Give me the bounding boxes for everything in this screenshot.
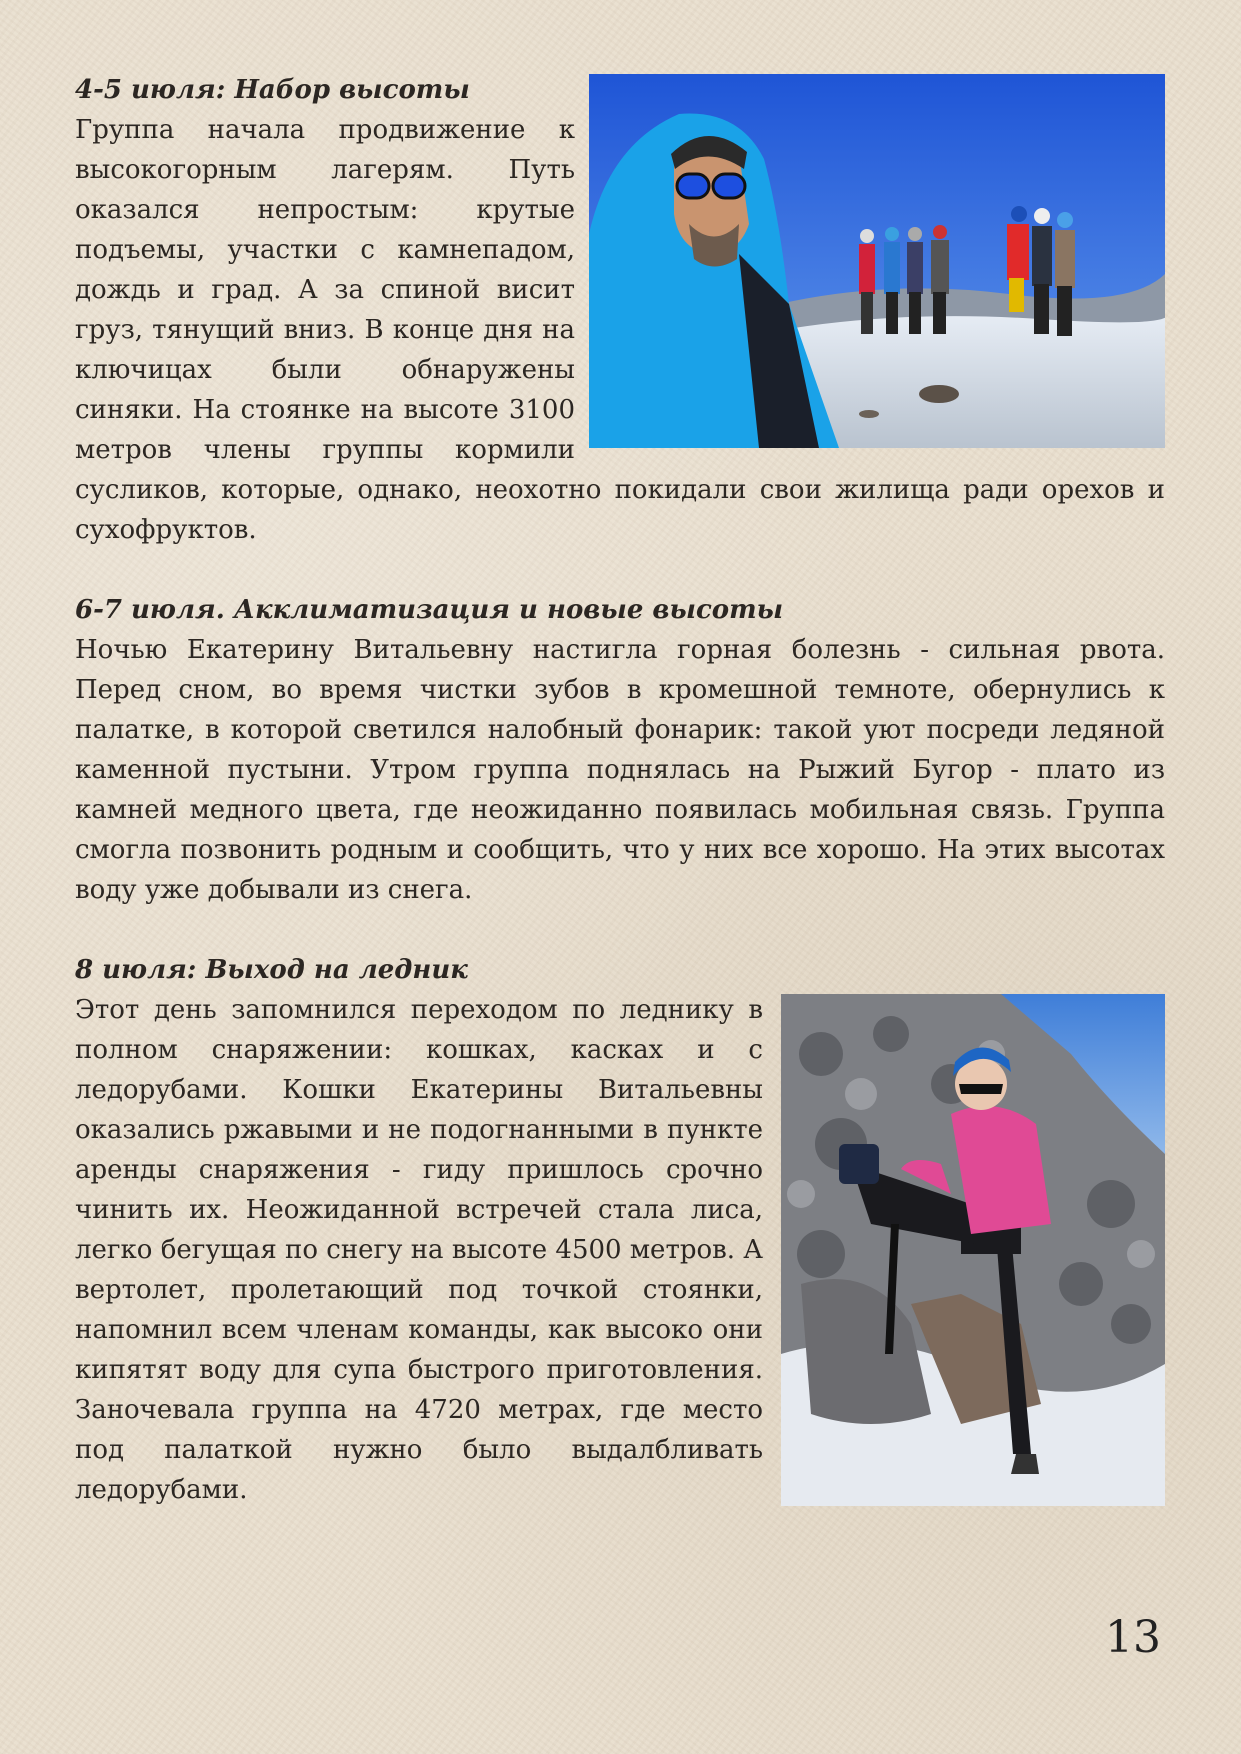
section-text: Ночью Екатерину Витальевну настигла горная болезнь - сильная рвота. Перед сном, во время чистки зубов в кромешной темноте, обернулись к палатке, в которой светился налобный фонарик: такой уют посреди ледяной каменной пустыни. Утром группа поднялась на Рыжий Бугор - плато из камней медного цвета, где неожиданно появилась мобильная связь. Группа смогла позвонить родным и сообщить, что у них все хорошо. На этих высотах воду уже добывали из снега. — [75, 635, 1165, 905]
section-heading: 6-7 июля. Акклиматизация и новые высоты — [75, 595, 784, 625]
section-heading: 8 июля: Выход на ледник — [75, 955, 468, 985]
page-number: 13 — [1105, 1612, 1161, 1663]
page-content — [75, 70, 1165, 1516]
section-day-4-5 — [75, 70, 1165, 550]
section-heading: 4-5 июля: Набор высоты — [75, 75, 470, 105]
section-day-8 — [75, 950, 1165, 1510]
photo-glacier-climber — [781, 994, 1165, 1506]
section-text: Этот день запомнился переходом по леднику в полном снаряжении: кошках, касках и с ледорубами. Кошки Екатерины Витальевны оказались ржавыми и не подогнанными в пункте аренды снаряжения - гиду пришлось срочно чинить их. Неожиданной встречей стала лиса, легко бегущая по снегу на высоте 4500 метров. А вертолет, пролетающий под точкой стоянки, напомнил всем членам команды, как высоко они кипятят воду для супа быстрого приготовления. Заночевала группа на 4720 метрах, где место под палаткой нужно было выдалбливать ледорубами. — [75, 995, 763, 1505]
photo-summit-group-selfie — [589, 74, 1165, 448]
section-day-6-7 — [75, 590, 1165, 910]
section-text: Группа начала продвижение к высокогорным лагерям. Путь оказался непростым: крутые подъемы, участки с камнепадом, дождь и град. А за спиной висит груз, тянущий вниз. В конце дня на ключицах были обнаружены синяки. На стоянке на высоте 3100 метров члены группы кормили сусликов, которые, однако, неохотно покидали свои жилища ради орехов и сухофруктов. — [75, 115, 1165, 545]
